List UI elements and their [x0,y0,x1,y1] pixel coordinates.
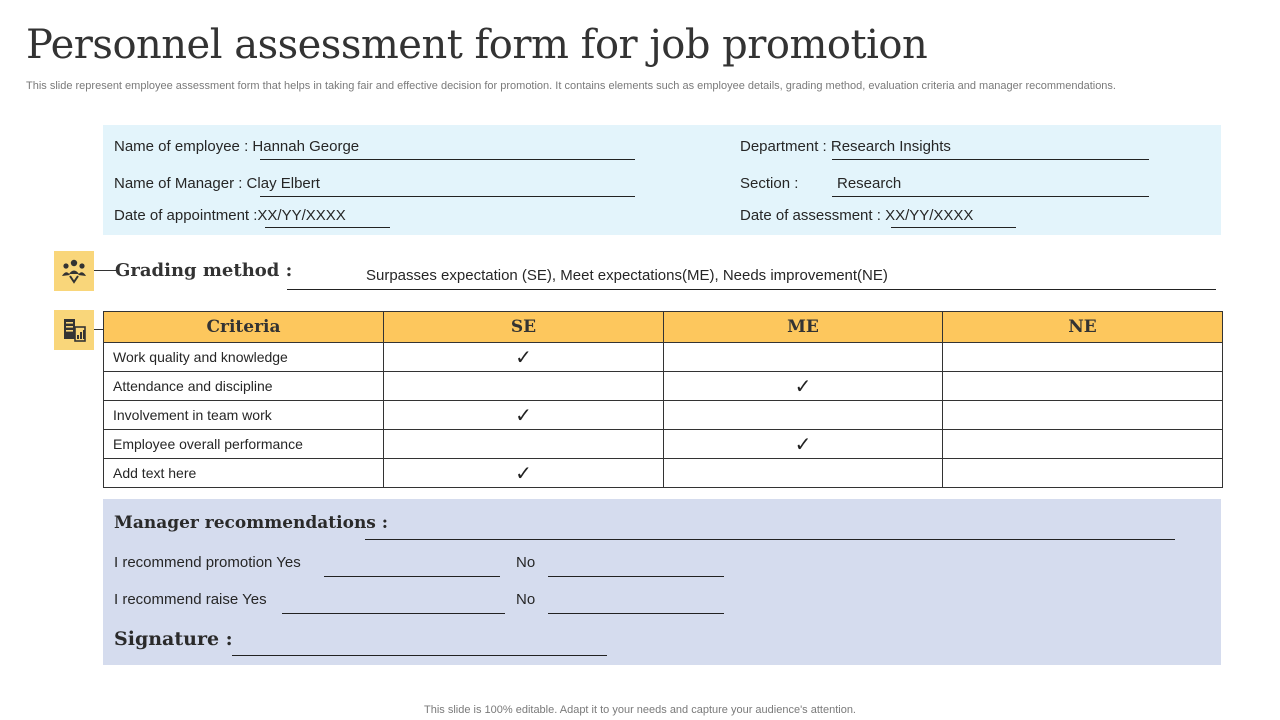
se-check-cell[interactable]: ✓ [384,401,664,430]
se-check-cell[interactable]: ✓ [384,343,664,372]
section-line [832,196,1149,197]
raise-yes-line[interactable] [282,613,505,614]
section-value-field[interactable]: Research [837,175,902,192]
promotion-yes-line[interactable] [324,576,500,577]
promotion-no-line[interactable] [548,576,724,577]
ne-check-cell[interactable] [943,459,1223,488]
employee-name-field[interactable]: Name of employee : Hannah George [114,138,360,155]
raise-label: I recommend raise Yes [114,591,267,608]
se-check-cell[interactable] [384,430,664,459]
report-icon [54,310,94,350]
table-connector [94,329,103,330]
criteria-table [103,311,1223,488]
me-check-cell[interactable] [664,401,943,430]
ne-check-cell[interactable] [943,401,1223,430]
criteria-header-row [104,312,1223,343]
manager-recommendations-panel [103,499,1221,665]
table-row [104,401,1223,430]
criteria-cell: Employee overall performance [104,430,384,459]
signature-line[interactable] [232,655,607,656]
appointment-date-line [265,227,390,228]
slide-subtitle: This slide represent employee assessment form that helps in taking fair and effective decision for promotion. It contains elements such as employee details, grading method, evaluation criteria and manager recommendations. [26,80,1116,92]
se-check-cell[interactable]: ✓ [384,459,664,488]
promotion-no-label: No [516,554,536,571]
table-row [104,459,1223,488]
criteria-cell: Add text here [104,459,384,488]
grading-method-line [287,289,1216,290]
promotion-label: I recommend promotion Yes [114,554,301,571]
se-check-cell[interactable] [384,372,664,401]
criteria-cell: Attendance and discipline [104,372,384,401]
ne-check-cell[interactable] [943,430,1223,459]
slide-title: Personnel assessment form for job promotion [26,22,928,68]
table-row [104,343,1223,372]
appointment-date-field[interactable]: Date of appointment :XX/YY/XXXX [114,207,346,224]
employee-details-panel [103,125,1221,235]
team-icon [54,251,94,291]
grading-method-label: Grading method : [115,260,293,281]
raise-no-line[interactable] [548,613,724,614]
employee-name-line [260,159,635,160]
raise-no-label: No [516,591,536,608]
department-line [832,159,1149,160]
assessment-date-field[interactable]: Date of assessment : XX/YY/XXXX [740,207,974,224]
criteria-cell: Involvement in team work [104,401,384,430]
criteria-cell: Work quality and knowledge [104,343,384,372]
criteria-header: Criteria [104,312,384,343]
section-label: Section : [740,175,799,192]
ne-check-cell[interactable] [943,343,1223,372]
grading-method-text: Surpasses expectation (SE), Meet expectations(ME), Needs improvement(NE) [366,267,888,284]
grading-connector [94,270,116,271]
recommendations-line[interactable] [365,539,1175,540]
signature-label: Signature : [114,628,233,650]
me-check-cell[interactable] [664,343,943,372]
me-check-cell[interactable] [664,459,943,488]
assessment-date-line [891,227,1016,228]
table-row [104,430,1223,459]
manager-name-line [260,196,635,197]
ne-check-cell[interactable] [943,372,1223,401]
manager-name-field[interactable]: Name of Manager : Clay Elbert [114,175,320,192]
department-field[interactable]: Department : Research Insights [740,138,951,155]
slide-footer: This slide is 100% editable. Adapt it to your needs and capture your audience's attention. [424,704,856,716]
me-check-cell[interactable]: ✓ [664,430,943,459]
se-header: SE [384,312,664,343]
ne-header: NE [943,312,1223,343]
table-row [104,372,1223,401]
manager-recommendations-label: Manager recommendations : [114,513,389,533]
me-header: ME [664,312,943,343]
me-check-cell[interactable]: ✓ [664,372,943,401]
